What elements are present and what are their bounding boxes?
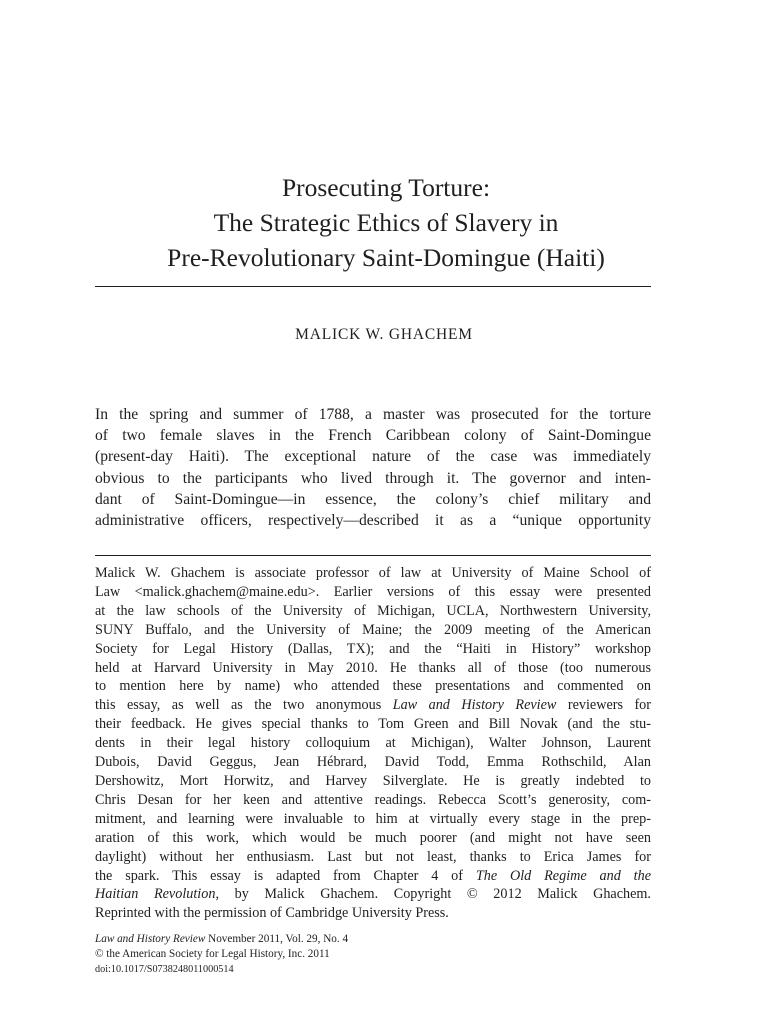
footnote-line: SUNY Buffalo, and the University of Maine; the 2009 meeting of the American: [95, 621, 651, 638]
footnote-line: Reprinted with the permission of Cambridge University Press.: [95, 905, 449, 922]
doi-link[interactable]: doi:10.1017/S0738248011000514: [95, 964, 234, 975]
footnote-line: Dershowitz, Mort Horwitz, and Harvey Silverglate. He is greatly indebted to: [95, 772, 651, 789]
article-title: [80, 170, 692, 275]
body-line: (present-day Haiti). The exceptional nature of the case was immediately: [95, 448, 651, 466]
footnote-line: Society for Legal History (Dallas, TX); and the “Haiti in History” workshop: [95, 640, 651, 657]
body-line: of two female slaves in the French Caribbean colony of Saint-Domingue: [95, 427, 651, 445]
title-line: Pre-Revolutionary Saint-Domingue (Haiti): [167, 243, 605, 272]
footnote-line: at the law schools of the University of Michigan, UCLA, Northwestern University,: [95, 602, 651, 619]
title-divider: [95, 286, 651, 287]
footnote-text: this essay, as well as the two anonymous: [95, 697, 382, 714]
footnote-line: Chris Desan for her keen and attentive readings. Rebecca Scott’s generosity, com-: [95, 791, 651, 808]
footnote-line: mitment, and learning were invaluable to him at virtually every stage in the prep-: [95, 810, 651, 827]
journal-issue: November 2011, Vol. 29, No. 4: [205, 933, 349, 945]
book-title: Haitian Revolution: [95, 886, 216, 903]
footnote-line: Law <malick.ghachem@maine.edu>. Earlier versions of this essay were presented: [95, 583, 651, 600]
footnote-divider: [95, 555, 651, 556]
footnote-line: Dubois, David Geggus, Jean Hébrard, David Todd, Emma Rothschild, Alan: [95, 754, 651, 771]
footnote-line: [95, 867, 651, 886]
citation-block: [95, 932, 348, 977]
footnote-text: reviewers for: [567, 697, 651, 714]
footnote-line: daylight) without her enthusiasm. Last but not least, thanks to Erica James for: [95, 848, 651, 865]
footnote-line: Malick W. Ghachem is associate professor of law at University of Maine School of: [95, 565, 651, 581]
footnote-text: the spark. This essay is adapted from Chapter 4 of: [95, 867, 463, 884]
footnote-text: , by Malick Ghachem. Copyright © 2012 Malick Ghachem.: [215, 886, 651, 903]
footnote-line: to mention here by name) who attended these presentations and commented on: [95, 678, 651, 695]
title-line: Prosecuting Torture:: [281, 173, 491, 202]
title-line: The Strategic Ethics of Slavery in: [213, 208, 559, 237]
body-paragraph: [95, 404, 651, 531]
author-footnote: [95, 564, 651, 923]
footnote-line: [95, 885, 651, 904]
footnote-line: aration of this work, which would be much poorer (and might not have seen: [95, 829, 651, 846]
footnote-line: held at Harvard University in May 2010. He thanks all of those (too numerous: [95, 659, 651, 676]
body-line: In the spring and summer of 1788, a master was prosecuted for the torture: [95, 406, 651, 423]
body-line: administrative officers, respectively—described it as a “unique opportunity: [95, 512, 651, 530]
footnote-line: dents in their legal history colloquium at Michigan), Walter Johnson, Laurent: [95, 735, 651, 752]
footnote-line: [95, 696, 651, 715]
footnote-line: their feedback. He gives special thanks to Tom Green and Bill Novak (and the stu-: [95, 716, 651, 733]
body-line: obvious to the participants who lived through it. The governor and inten-: [95, 469, 651, 487]
body-line: dant of Saint-Domingue—in essence, the colony’s chief military and: [95, 490, 651, 508]
journal-title: Law and History Review: [392, 697, 557, 714]
copyright-line: © the American Society for Legal History, Inc. 2011: [95, 948, 330, 960]
journal-name: Law and History Review: [95, 933, 206, 945]
book-title: The Old Regime and the: [475, 867, 652, 884]
author-name: MALICK W. GHACHEM: [295, 326, 473, 343]
journal-citation: [95, 932, 348, 947]
